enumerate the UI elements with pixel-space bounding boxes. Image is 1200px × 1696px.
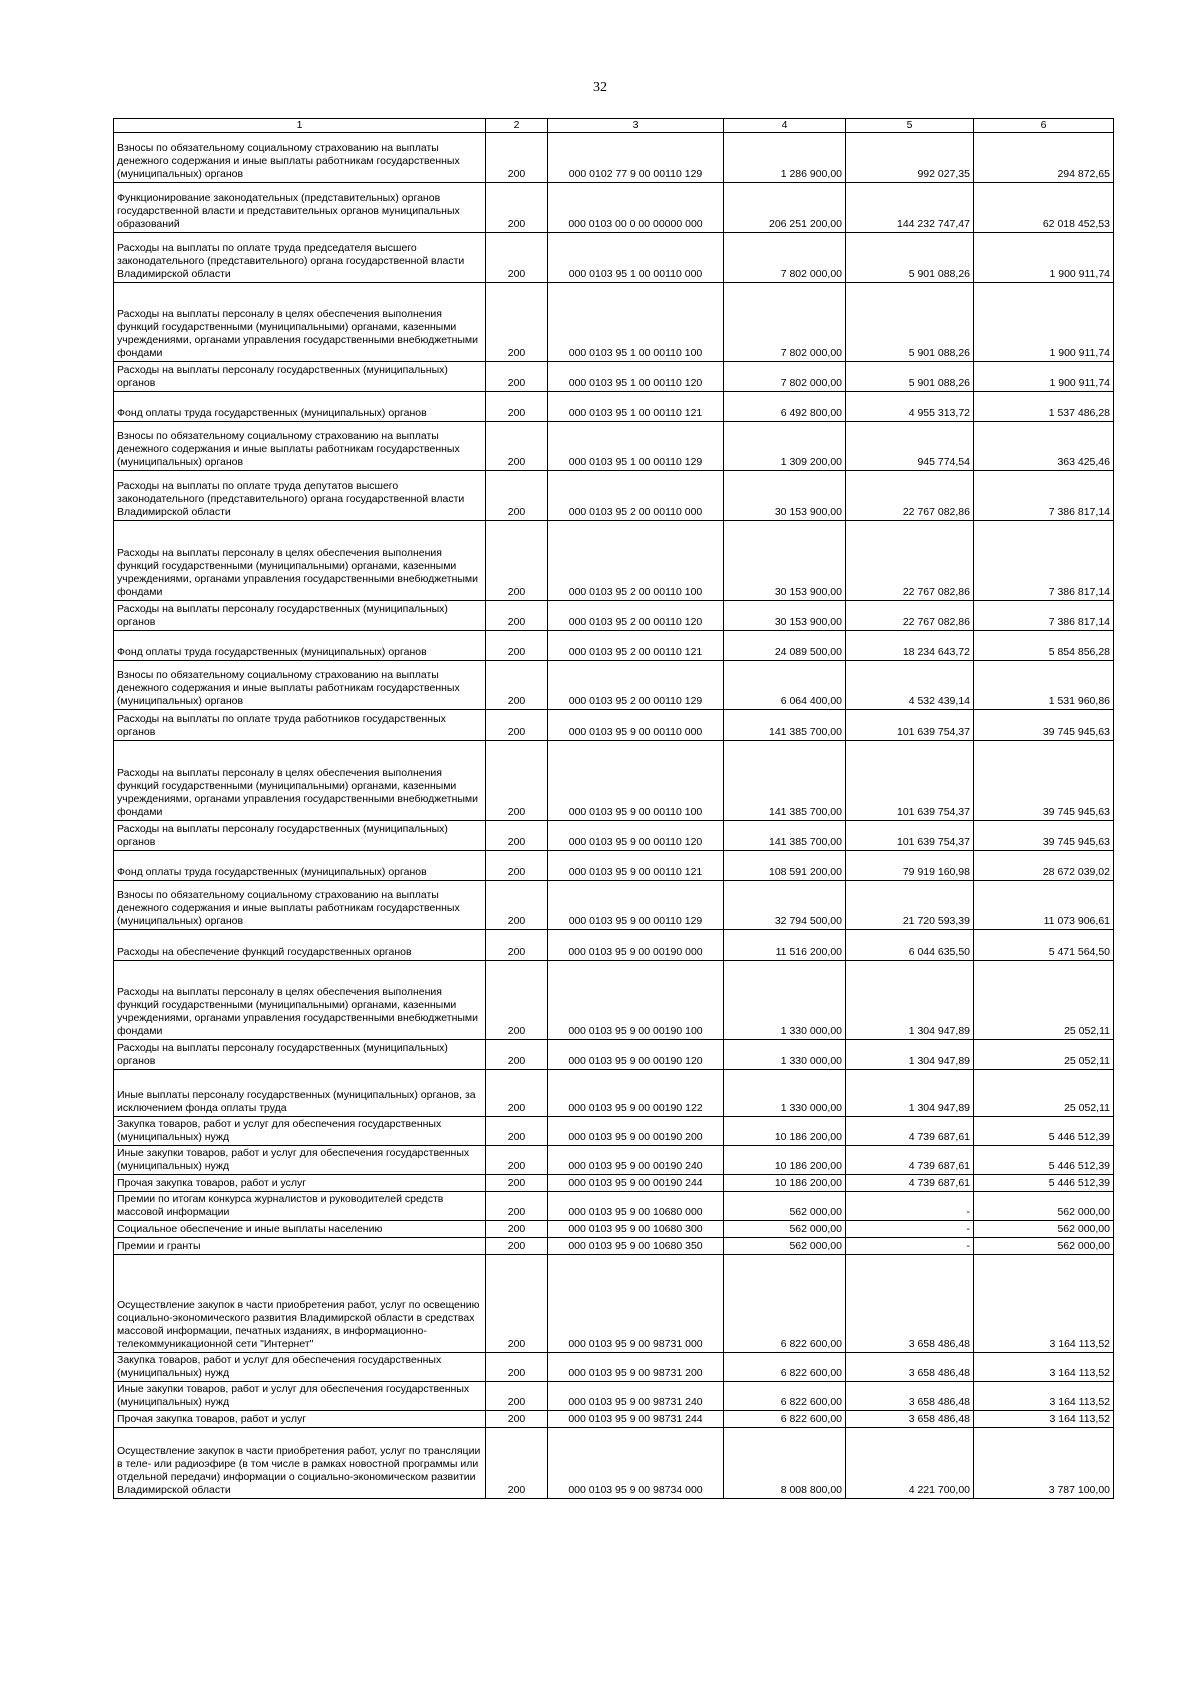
approved-amount: 562 000,00 xyxy=(724,1221,846,1238)
unexecuted-amount: 28 672 039,02 xyxy=(974,851,1114,881)
unexecuted-amount: 39 745 945,63 xyxy=(974,741,1114,821)
approved-amount: 8 008 800,00 xyxy=(724,1428,846,1499)
table-row xyxy=(114,601,1114,631)
executed-amount: - xyxy=(846,1221,974,1238)
budget-code: 000 0103 95 9 00 00190 122 xyxy=(548,1070,724,1117)
admin-code: 200 xyxy=(486,1175,548,1192)
expense-name: Иные выплаты персоналу государственных (муниципальных) органов, за исключением фонда оплаты труда xyxy=(114,1070,486,1117)
executed-amount: 21 720 593,39 xyxy=(846,881,974,930)
unexecuted-amount: 562 000,00 xyxy=(974,1192,1114,1221)
expense-name: Осуществление закупок в части приобретения работ, услуг по трансляции в теле- или радиоэфире (в том числе в рамках новостной программы или отдельной передачи) информации о социально-экономическом развитии Владимирской области xyxy=(114,1428,486,1499)
executed-amount: 5 901 088,26 xyxy=(846,233,974,283)
admin-code: 200 xyxy=(486,392,548,422)
admin-code: 200 xyxy=(486,1192,548,1221)
budget-code: 000 0103 95 1 00 00110 121 xyxy=(548,392,724,422)
table-row xyxy=(114,392,1114,422)
budget-code: 000 0103 95 9 00 00110 120 xyxy=(548,821,724,851)
unexecuted-amount: 294 872,65 xyxy=(974,133,1114,183)
admin-code: 200 xyxy=(486,1353,548,1382)
expense-name: Расходы на выплаты персоналу государственных (муниципальных) органов xyxy=(114,821,486,851)
approved-amount: 562 000,00 xyxy=(724,1238,846,1255)
table-row xyxy=(114,1221,1114,1238)
unexecuted-amount: 7 386 817,14 xyxy=(974,521,1114,601)
expense-name: Взносы по обязательному социальному страхованию на выплаты денежного содержания и иные выплаты работникам государственных (муниципальных) органов xyxy=(114,881,486,930)
budget-code: 000 0103 95 9 00 00190 120 xyxy=(548,1040,724,1070)
admin-code: 200 xyxy=(486,233,548,283)
table-row xyxy=(114,1382,1114,1411)
budget-code: 000 0103 95 1 00 00110 129 xyxy=(548,422,724,471)
expense-name: Функционирование законодательных (представительных) органов государственной власти и представительных органов муниципальных образований xyxy=(114,183,486,233)
unexecuted-amount: 7 386 817,14 xyxy=(974,471,1114,521)
table-row xyxy=(114,1146,1114,1175)
table-row xyxy=(114,1070,1114,1117)
approved-amount: 6 064 400,00 xyxy=(724,661,846,710)
expense-name: Расходы на выплаты по оплате труда депутатов высшего законодательного (представительного) органа государственной власти Владимирской области xyxy=(114,471,486,521)
table-row xyxy=(114,930,1114,961)
admin-code: 200 xyxy=(486,631,548,661)
budget-code: 000 0103 95 9 00 98731 244 xyxy=(548,1411,724,1428)
executed-amount: 101 639 754,37 xyxy=(846,821,974,851)
budget-code: 000 0103 95 9 00 00110 129 xyxy=(548,881,724,930)
budget-code: 000 0103 95 1 00 00110 120 xyxy=(548,362,724,392)
admin-code: 200 xyxy=(486,741,548,821)
admin-code: 200 xyxy=(486,362,548,392)
table-row xyxy=(114,881,1114,930)
table-row xyxy=(114,661,1114,710)
column-header: 6 xyxy=(974,119,1114,133)
admin-code: 200 xyxy=(486,1117,548,1146)
executed-amount: 22 767 082,86 xyxy=(846,521,974,601)
unexecuted-amount: 3 787 100,00 xyxy=(974,1428,1114,1499)
admin-code: 200 xyxy=(486,1255,548,1353)
unexecuted-amount: 562 000,00 xyxy=(974,1221,1114,1238)
unexecuted-amount: 3 164 113,52 xyxy=(974,1382,1114,1411)
budget-code: 000 0103 95 2 00 00110 100 xyxy=(548,521,724,601)
executed-amount: - xyxy=(846,1238,974,1255)
budget-code: 000 0103 95 9 00 98731 240 xyxy=(548,1382,724,1411)
expense-name: Расходы на выплаты персоналу в целях обеспечения выполнения функций государственными (муниципальными) органами, казенными учреждениями, органами управления государственными внебюджетными фондами xyxy=(114,961,486,1040)
budget-code: 000 0103 95 9 00 10680 300 xyxy=(548,1221,724,1238)
admin-code: 200 xyxy=(486,521,548,601)
approved-amount: 10 186 200,00 xyxy=(724,1175,846,1192)
column-number-row xyxy=(114,119,1114,133)
table-row xyxy=(114,1175,1114,1192)
approved-amount: 7 802 000,00 xyxy=(724,283,846,362)
approved-amount: 1 330 000,00 xyxy=(724,961,846,1040)
approved-amount: 30 153 900,00 xyxy=(724,601,846,631)
admin-code: 200 xyxy=(486,930,548,961)
expense-name: Фонд оплаты труда государственных (муниципальных) органов xyxy=(114,851,486,881)
expense-name: Расходы на выплаты персоналу государственных (муниципальных) органов xyxy=(114,601,486,631)
executed-amount: 101 639 754,37 xyxy=(846,741,974,821)
admin-code: 200 xyxy=(486,821,548,851)
approved-amount: 32 794 500,00 xyxy=(724,881,846,930)
unexecuted-amount: 1 537 486,28 xyxy=(974,392,1114,422)
expense-name: Фонд оплаты труда государственных (муниципальных) органов xyxy=(114,392,486,422)
table-row xyxy=(114,233,1114,283)
unexecuted-amount: 1 531 960,86 xyxy=(974,661,1114,710)
admin-code: 200 xyxy=(486,1238,548,1255)
executed-amount: 22 767 082,86 xyxy=(846,601,974,631)
unexecuted-amount: 5 854 856,28 xyxy=(974,631,1114,661)
executed-amount: 22 767 082,86 xyxy=(846,471,974,521)
approved-amount: 24 089 500,00 xyxy=(724,631,846,661)
table-row xyxy=(114,821,1114,851)
expense-name: Взносы по обязательному социальному страхованию на выплаты денежного содержания и иные выплаты работникам государственных (муниципальных) органов xyxy=(114,661,486,710)
expense-name: Иные закупки товаров, работ и услуг для обеспечения государственных (муниципальных) нужд xyxy=(114,1382,486,1411)
admin-code: 200 xyxy=(486,1382,548,1411)
table-row xyxy=(114,133,1114,183)
approved-amount: 11 516 200,00 xyxy=(724,930,846,961)
executed-amount: 3 658 486,48 xyxy=(846,1411,974,1428)
unexecuted-amount: 5 446 512,39 xyxy=(974,1175,1114,1192)
executed-amount: 5 901 088,26 xyxy=(846,283,974,362)
budget-code: 000 0103 95 9 00 00190 240 xyxy=(548,1146,724,1175)
column-header: 5 xyxy=(846,119,974,133)
executed-amount: 1 304 947,89 xyxy=(846,1070,974,1117)
unexecuted-amount: 25 052,11 xyxy=(974,1070,1114,1117)
executed-amount: 144 232 747,47 xyxy=(846,183,974,233)
table-row xyxy=(114,631,1114,661)
table-row xyxy=(114,422,1114,471)
budget-code: 000 0103 95 9 00 00190 000 xyxy=(548,930,724,961)
expense-name: Иные закупки товаров, работ и услуг для обеспечения государственных (муниципальных) нужд xyxy=(114,1146,486,1175)
admin-code: 200 xyxy=(486,601,548,631)
expense-name: Закупка товаров, работ и услуг для обеспечения государственных (муниципальных) нужд xyxy=(114,1353,486,1382)
expense-name: Закупка товаров, работ и услуг для обеспечения государственных (муниципальных) нужд xyxy=(114,1117,486,1146)
unexecuted-amount: 11 073 906,61 xyxy=(974,881,1114,930)
unexecuted-amount: 1 900 911,74 xyxy=(974,283,1114,362)
budget-code: 000 0103 95 9 00 10680 350 xyxy=(548,1238,724,1255)
approved-amount: 6 492 800,00 xyxy=(724,392,846,422)
expense-name: Взносы по обязательному социальному страхованию на выплаты денежного содержания и иные выплаты работникам государственных (муниципальных) органов xyxy=(114,133,486,183)
executed-amount: 3 658 486,48 xyxy=(846,1255,974,1353)
approved-amount: 10 186 200,00 xyxy=(724,1117,846,1146)
admin-code: 200 xyxy=(486,710,548,741)
table-row xyxy=(114,183,1114,233)
approved-amount: 1 286 900,00 xyxy=(724,133,846,183)
unexecuted-amount: 1 900 911,74 xyxy=(974,362,1114,392)
budget-code: 000 0103 95 9 00 00110 000 xyxy=(548,710,724,741)
unexecuted-amount: 363 425,46 xyxy=(974,422,1114,471)
expense-name: Расходы на выплаты по оплате труда председателя высшего законодательного (представительного) органа государственной власти Владимирской области xyxy=(114,233,486,283)
table-row xyxy=(114,1117,1114,1146)
admin-code: 200 xyxy=(486,961,548,1040)
expense-name: Расходы на обеспечение функций государственных органов xyxy=(114,930,486,961)
unexecuted-amount: 3 164 113,52 xyxy=(974,1353,1114,1382)
approved-amount: 6 822 600,00 xyxy=(724,1255,846,1353)
expense-name: Премии и гранты xyxy=(114,1238,486,1255)
expense-name: Расходы на выплаты персоналу в целях обеспечения выполнения функций государственными (муниципальными) органами, казенными учреждениями, органами управления государственными внебюджетными фондами xyxy=(114,521,486,601)
unexecuted-amount: 5 446 512,39 xyxy=(974,1117,1114,1146)
unexecuted-amount: 39 745 945,63 xyxy=(974,821,1114,851)
admin-code: 200 xyxy=(486,881,548,930)
approved-amount: 108 591 200,00 xyxy=(724,851,846,881)
budget-code: 000 0103 95 9 00 00190 244 xyxy=(548,1175,724,1192)
approved-amount: 7 802 000,00 xyxy=(724,233,846,283)
budget-code: 000 0103 95 9 00 10680 000 xyxy=(548,1192,724,1221)
approved-amount: 30 153 900,00 xyxy=(724,471,846,521)
executed-amount: 79 919 160,98 xyxy=(846,851,974,881)
expense-name: Расходы на выплаты персоналу государственных (муниципальных) органов xyxy=(114,1040,486,1070)
budget-code: 000 0103 95 2 00 00110 121 xyxy=(548,631,724,661)
admin-code: 200 xyxy=(486,661,548,710)
approved-amount: 141 385 700,00 xyxy=(724,821,846,851)
budget-code: 000 0103 95 9 00 00110 121 xyxy=(548,851,724,881)
table-row xyxy=(114,521,1114,601)
admin-code: 200 xyxy=(486,422,548,471)
executed-amount: 1 304 947,89 xyxy=(846,1040,974,1070)
admin-code: 200 xyxy=(486,133,548,183)
admin-code: 200 xyxy=(486,1221,548,1238)
admin-code: 200 xyxy=(486,1070,548,1117)
approved-amount: 206 251 200,00 xyxy=(724,183,846,233)
executed-amount: 4 739 687,61 xyxy=(846,1146,974,1175)
executed-amount: 3 658 486,48 xyxy=(846,1353,974,1382)
expense-name: Фонд оплаты труда государственных (муниципальных) органов xyxy=(114,631,486,661)
admin-code: 200 xyxy=(486,1411,548,1428)
table-row xyxy=(114,1040,1114,1070)
executed-amount: 1 304 947,89 xyxy=(846,961,974,1040)
column-header: 2 xyxy=(486,119,548,133)
executed-amount: 101 639 754,37 xyxy=(846,710,974,741)
budget-code: 000 0102 77 9 00 00110 129 xyxy=(548,133,724,183)
unexecuted-amount: 25 052,11 xyxy=(974,961,1114,1040)
table-row xyxy=(114,961,1114,1040)
expense-name: Расходы на выплаты персоналу государственных (муниципальных) органов xyxy=(114,362,486,392)
expense-name: Прочая закупка товаров, работ и услуг xyxy=(114,1411,486,1428)
expense-name: Социальное обеспечение и иные выплаты населению xyxy=(114,1221,486,1238)
table-row xyxy=(114,362,1114,392)
table-row xyxy=(114,1411,1114,1428)
expense-name: Взносы по обязательному социальному страхованию на выплаты денежного содержания и иные выплаты работникам государственных (муниципальных) органов xyxy=(114,422,486,471)
budget-code: 000 0103 95 9 00 00190 100 xyxy=(548,961,724,1040)
budget-code: 000 0103 95 9 00 98731 200 xyxy=(548,1353,724,1382)
approved-amount: 141 385 700,00 xyxy=(724,710,846,741)
executed-amount: 18 234 643,72 xyxy=(846,631,974,661)
executed-amount: - xyxy=(846,1192,974,1221)
table-row xyxy=(114,471,1114,521)
budget-code: 000 0103 95 9 00 98731 000 xyxy=(548,1255,724,1353)
column-header: 3 xyxy=(548,119,724,133)
table-row xyxy=(114,1428,1114,1499)
executed-amount: 4 532 439,14 xyxy=(846,661,974,710)
approved-amount: 1 309 200,00 xyxy=(724,422,846,471)
unexecuted-amount: 25 052,11 xyxy=(974,1040,1114,1070)
budget-code: 000 0103 95 1 00 00110 000 xyxy=(548,233,724,283)
unexecuted-amount: 1 900 911,74 xyxy=(974,233,1114,283)
table-row xyxy=(114,851,1114,881)
table-row xyxy=(114,1255,1114,1353)
unexecuted-amount: 562 000,00 xyxy=(974,1238,1114,1255)
expense-name: Премии по итогам конкурса журналистов и руководителей средств массовой информации xyxy=(114,1192,486,1221)
executed-amount: 4 739 687,61 xyxy=(846,1175,974,1192)
executed-amount: 6 044 635,50 xyxy=(846,930,974,961)
budget-code: 000 0103 00 0 00 00000 000 xyxy=(548,183,724,233)
admin-code: 200 xyxy=(486,1428,548,1499)
table-row xyxy=(114,1238,1114,1255)
admin-code: 200 xyxy=(486,1146,548,1175)
admin-code: 200 xyxy=(486,471,548,521)
expense-name: Осуществление закупок в части приобретения работ, услуг по освещению социально-экономического развития Владимирской области в средствах массовой информации, печатных изданиях, в информационно-телекоммуникационной сети "Интернет" xyxy=(114,1255,486,1353)
approved-amount: 1 330 000,00 xyxy=(724,1070,846,1117)
executed-amount: 945 774,54 xyxy=(846,422,974,471)
approved-amount: 6 822 600,00 xyxy=(724,1353,846,1382)
table-row xyxy=(114,710,1114,741)
expense-name: Прочая закупка товаров, работ и услуг xyxy=(114,1175,486,1192)
approved-amount: 141 385 700,00 xyxy=(724,741,846,821)
approved-amount: 6 822 600,00 xyxy=(724,1411,846,1428)
expense-name: Расходы на выплаты персоналу в целях обеспечения выполнения функций государственными (муниципальными) органами, казенными учреждениями, органами управления государственными внебюджетными фондами xyxy=(114,741,486,821)
unexecuted-amount: 5 446 512,39 xyxy=(974,1146,1114,1175)
budget-code: 000 0103 95 9 00 00110 100 xyxy=(548,741,724,821)
unexecuted-amount: 3 164 113,52 xyxy=(974,1255,1114,1353)
approved-amount: 562 000,00 xyxy=(724,1192,846,1221)
admin-code: 200 xyxy=(486,851,548,881)
table-row xyxy=(114,1353,1114,1382)
admin-code: 200 xyxy=(486,183,548,233)
approved-amount: 1 330 000,00 xyxy=(724,1040,846,1070)
approved-amount: 30 153 900,00 xyxy=(724,521,846,601)
unexecuted-amount: 62 018 452,53 xyxy=(974,183,1114,233)
table-row xyxy=(114,741,1114,821)
unexecuted-amount: 39 745 945,63 xyxy=(974,710,1114,741)
approved-amount: 7 802 000,00 xyxy=(724,362,846,392)
budget-code: 000 0103 95 9 00 98734 000 xyxy=(548,1428,724,1499)
unexecuted-amount: 3 164 113,52 xyxy=(974,1411,1114,1428)
executed-amount: 5 901 088,26 xyxy=(846,362,974,392)
budget-code: 000 0103 95 2 00 00110 129 xyxy=(548,661,724,710)
executed-amount: 4 739 687,61 xyxy=(846,1117,974,1146)
budget-code: 000 0103 95 9 00 00190 200 xyxy=(548,1117,724,1146)
column-header: 1 xyxy=(114,119,486,133)
admin-code: 200 xyxy=(486,1040,548,1070)
column-header: 4 xyxy=(724,119,846,133)
budget-code: 000 0103 95 2 00 00110 000 xyxy=(548,471,724,521)
executed-amount: 3 658 486,48 xyxy=(846,1382,974,1411)
page-number: 32 xyxy=(593,80,607,95)
unexecuted-amount: 7 386 817,14 xyxy=(974,601,1114,631)
budget-code: 000 0103 95 2 00 00110 120 xyxy=(548,601,724,631)
admin-code: 200 xyxy=(486,283,548,362)
approved-amount: 6 822 600,00 xyxy=(724,1382,846,1411)
executed-amount: 4 955 313,72 xyxy=(846,392,974,422)
unexecuted-amount: 5 471 564,50 xyxy=(974,930,1114,961)
table-row xyxy=(114,283,1114,362)
executed-amount: 4 221 700,00 xyxy=(846,1428,974,1499)
approved-amount: 10 186 200,00 xyxy=(724,1146,846,1175)
expense-name: Расходы на выплаты по оплате труда работников государственных органов xyxy=(114,710,486,741)
table-row xyxy=(114,1192,1114,1221)
budget-code: 000 0103 95 1 00 00110 100 xyxy=(548,283,724,362)
expense-name: Расходы на выплаты персоналу в целях обеспечения выполнения функций государственными (муниципальными) органами, казенными учреждениями, органами управления государственными внебюджетными фондами xyxy=(114,283,486,362)
budget-table xyxy=(113,118,1114,1499)
executed-amount: 992 027,35 xyxy=(846,133,974,183)
